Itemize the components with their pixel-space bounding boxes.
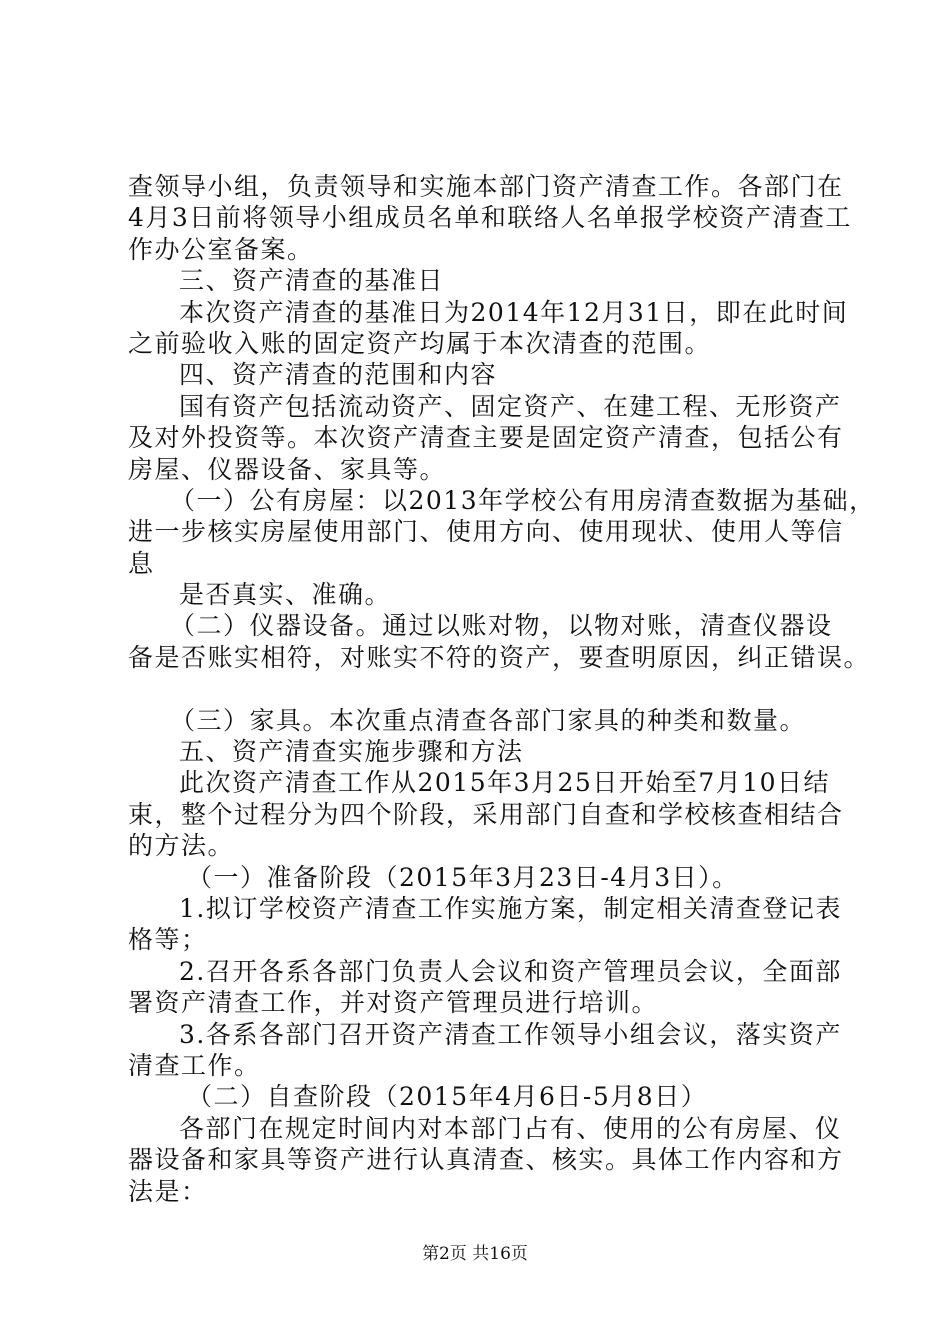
page-footer: 第2页 共16页 [422,1244,528,1264]
list-item: 2.召开各系各部门负责人会议和资产管理员会议，全面部 [179,956,842,986]
text-line: 房屋、仪器设备、家具等。 [128,454,447,484]
text-line: 署资产清查工作，并对资产管理员进行培训。 [128,988,659,1018]
text-line: 及对外投资等。本次资产清查主要是固定资产清查，包括公有 [128,423,844,453]
list-item: 3.各系各部门召开资产清查工作领导小组会议，落实资产 [179,1019,842,1049]
text-line: 备是否账实相符，对账实不符的资产，要查明原因，纠正错误。 [128,642,871,672]
subsection-heading: （一）准备阶段（2015年3月23日-4月3日）。 [187,862,739,892]
subsection-heading: （二）自查阶段（2015年4月6日-5月8日） [187,1082,708,1112]
text-line: 国有资产包括流动资产、固定资产、在建工程、无形资产 [179,391,842,421]
text-line: （三）家具。本次重点清查各部门家具的种类和数量。 [170,705,807,735]
text-line: 本次资产清查的基准日为2014年12月31日，即在此时间 [179,297,849,327]
document-body [128,171,876,1207]
blank-line [128,673,840,704]
text-line: 进一步核实房屋使用部门、使用方向、使用现状、使用人等信 [128,517,844,547]
text-line: 各部门在规定时间内对本部门占有、使用的公有房屋、仪 [179,1113,842,1143]
text-line: 束，整个过程分为四个阶段，采用部门自查和学校核查相结合 [128,799,844,829]
section-heading: 四、资产清查的范围和内容 [179,360,498,390]
text-line: 之前验收入账的固定资产均属于本次清查的范围。 [128,328,712,358]
text-line: 格等； [128,925,208,955]
text-line: （一）公有房屋：以2013年学校公有用房清查数据为基础， [170,485,876,515]
text-line: 清查工作。 [128,1050,261,1080]
text-line: 是否真实、准确。 [179,580,392,610]
text-line: 息 [128,548,155,578]
list-item: 1.拟订学校资产清查工作实施方案，制定相关清查登记表 [179,893,842,923]
text-line: 器设备和家具等资产进行认真清查、核实。具体工作内容和方 [128,1145,844,1175]
section-heading: 五、资产清查实施步骤和方法 [179,737,524,767]
section-heading: 三、资产清查的基准日 [179,266,445,296]
text-line: 此次资产清查工作从2015年3月25日开始至7月10日结 [179,768,831,798]
text-line: 作办公室备案。 [128,234,314,264]
text-line: 的方法。 [128,831,235,861]
text-line: 查领导小组，负责领导和实施本部门资产清查工作。各部门在 [128,172,844,201]
text-line: 4月3日前将领导小组成员名单和联络人名单报学校资产清查工 [128,203,852,233]
text-line: 法是： [128,1176,208,1206]
text-line: （二）仪器设备。通过以账对物，以物对账，清查仪器设 [170,611,833,641]
